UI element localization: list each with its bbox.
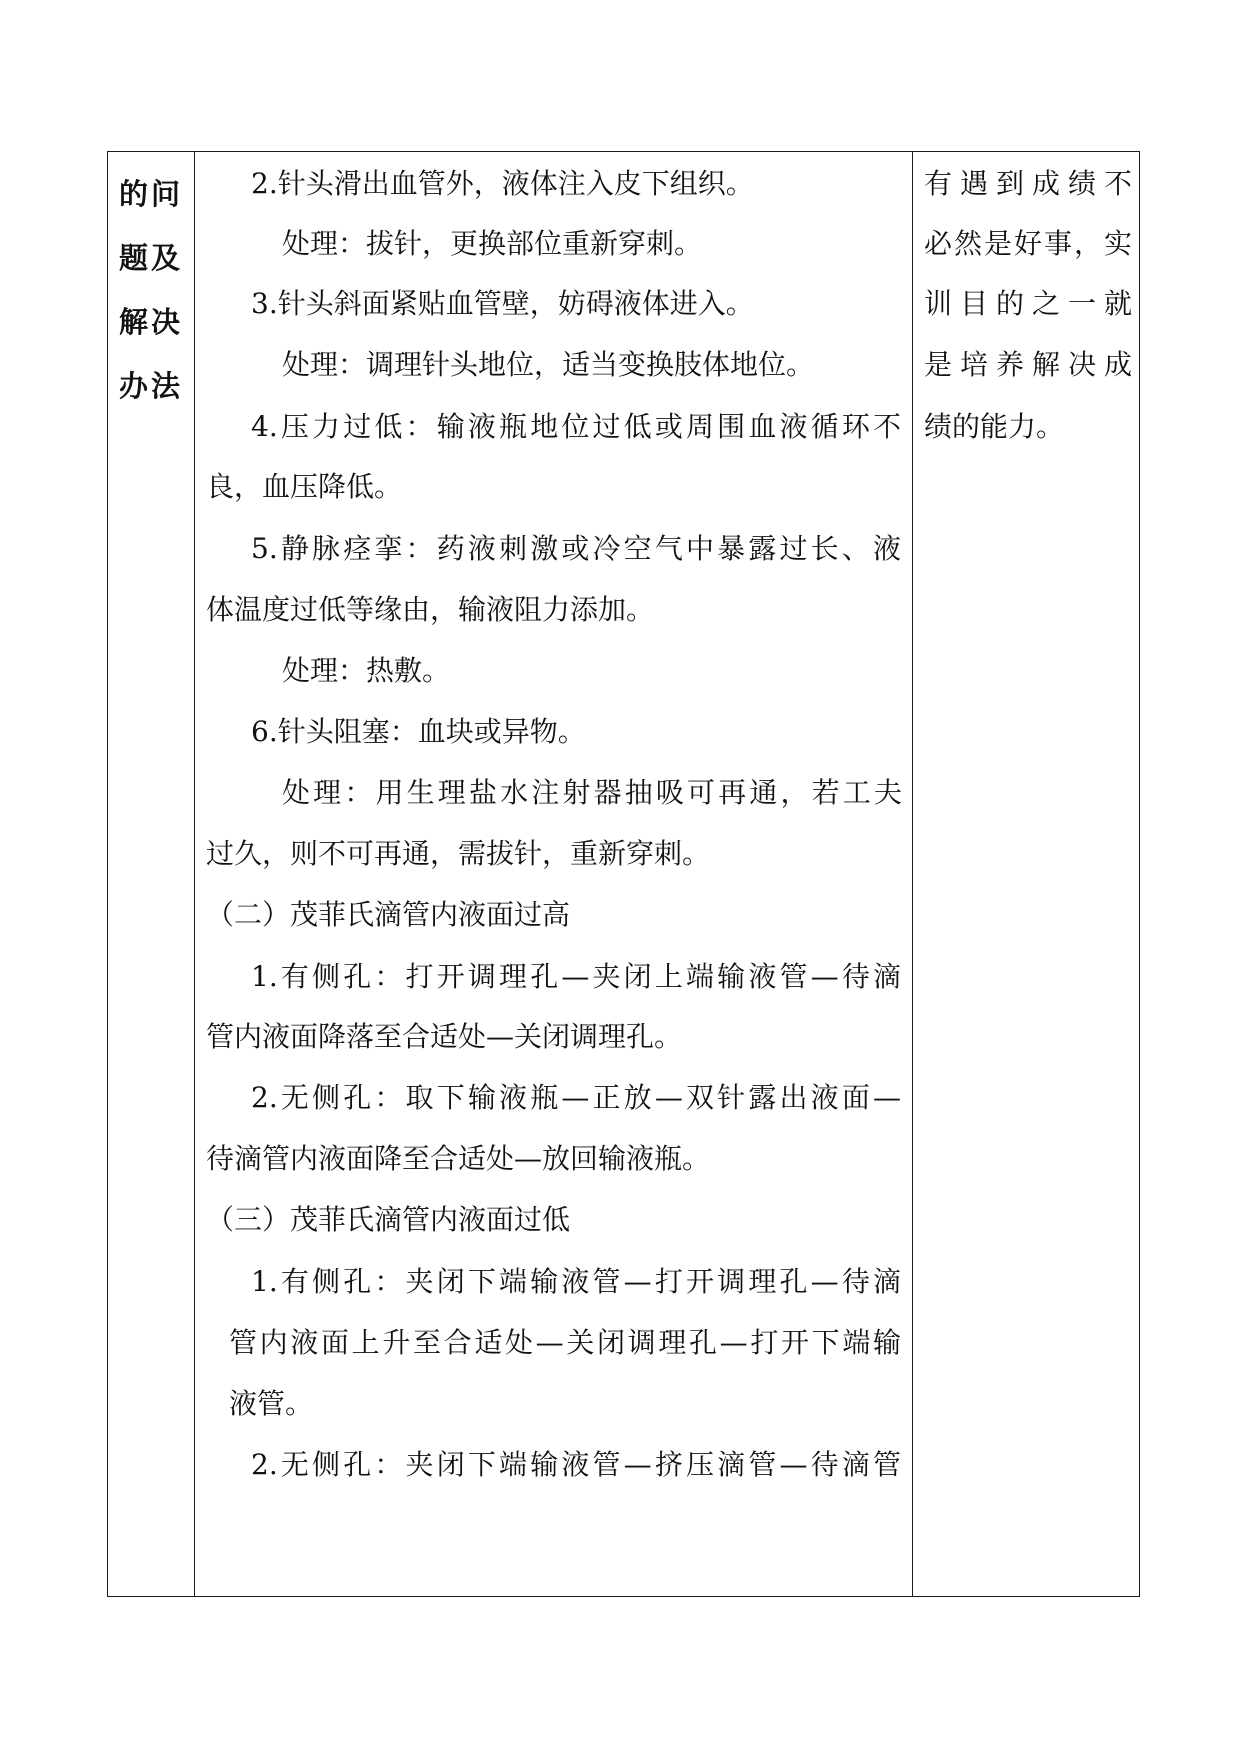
content-line: 处理：调理针头地位，适当变换肢体地位。 bbox=[282, 348, 815, 381]
document-table bbox=[107, 151, 1140, 1597]
content-line: 管内液面上升至合适处—关闭调理孔—打开下端输 bbox=[229, 1326, 901, 1359]
row-label-line: 题及 bbox=[118, 241, 183, 275]
note-line: 必然是好事，实 bbox=[924, 227, 1132, 260]
content-line: 良，血压降低。 bbox=[206, 470, 403, 503]
content-line: （三）茂菲氏滴管内液面过低 bbox=[206, 1203, 571, 1236]
note-cell bbox=[912, 152, 1141, 1596]
row-label-cell bbox=[108, 152, 194, 1596]
note-line: 有遇到成绩不 bbox=[924, 167, 1132, 200]
note-line: 训目的之一就 bbox=[924, 287, 1132, 320]
content-line: 过久，则不可再通，需拔针，重新穿刺。 bbox=[206, 837, 711, 870]
content-line: 待滴管内液面降至合适处—放回输液瓶。 bbox=[206, 1142, 711, 1175]
content-line: 6.针头阻塞：血块或异物。 bbox=[251, 715, 586, 748]
content-line: 管内液面降落至合适处—关闭调理孔。 bbox=[206, 1020, 683, 1053]
content-line: 1.有侧孔：夹闭下端输液管—打开调理孔—待滴 bbox=[251, 1265, 901, 1298]
content-line: 处理：拔针，更换部位重新穿刺。 bbox=[282, 227, 703, 260]
content-line: （二）茂菲氏滴管内液面过高 bbox=[206, 898, 571, 931]
content-line: 2.无侧孔：夹闭下端输液管—挤压滴管—待滴管 bbox=[251, 1448, 901, 1481]
content-line: 体温度过低等缘由，输液阻力添加。 bbox=[206, 593, 655, 626]
content-line: 2.针头滑出血管外，液体注入皮下组织。 bbox=[251, 167, 754, 200]
content-line: 处理：用生理盐水注射器抽吸可再通，若工夫 bbox=[282, 776, 902, 809]
content-line: 2.无侧孔：取下输液瓶—正放—双针露出液面— bbox=[251, 1081, 901, 1114]
content-line: 处理：热敷。 bbox=[282, 654, 451, 687]
content-cell bbox=[194, 152, 912, 1596]
row-label-line: 办法 bbox=[118, 369, 183, 403]
note-line: 是培养解决成 bbox=[924, 348, 1132, 381]
row-label-line: 解决 bbox=[118, 305, 183, 339]
content-line: 4.压力过低：输液瓶地位过低或周围血液循环不 bbox=[251, 410, 901, 443]
note-line: 绩的能力。 bbox=[924, 410, 1065, 443]
content-line: 1.有侧孔：打开调理孔—夹闭上端输液管—待滴 bbox=[251, 960, 901, 993]
content-line: 3.针头斜面紧贴血管壁，妨碍液体进入。 bbox=[251, 287, 754, 320]
content-line: 5.静脉痉挛：药液刺激或冷空气中暴露过长、液 bbox=[251, 532, 901, 565]
row-label-line: 的问 bbox=[118, 177, 183, 211]
content-line: 液管。 bbox=[229, 1387, 314, 1420]
